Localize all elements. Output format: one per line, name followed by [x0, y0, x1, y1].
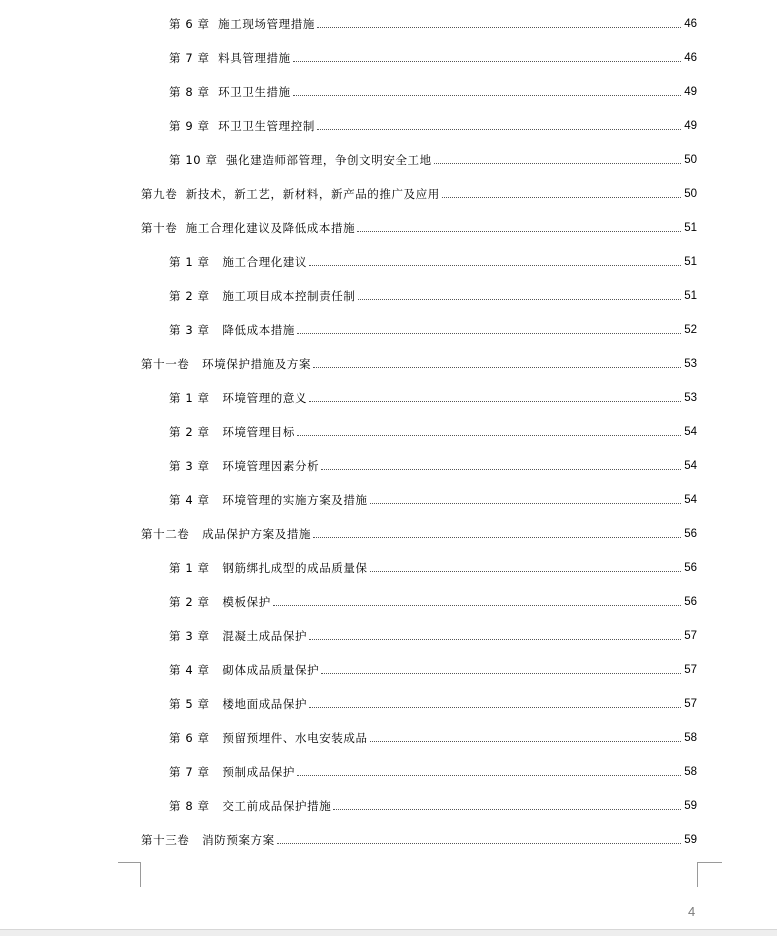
toc-entry[interactable]	[169, 627, 697, 643]
toc-entry[interactable]	[169, 117, 697, 133]
toc-dot-leader	[358, 298, 682, 300]
toc-dot-leader	[321, 468, 681, 470]
toc-entry-page: 50	[684, 188, 697, 200]
toc-entry-title: 第 1 章 钢筋绑扎成型的成品质量保	[169, 561, 368, 575]
toc-dot-leader	[293, 60, 681, 62]
toc-entry-page: 54	[684, 460, 697, 472]
toc-entry[interactable]	[169, 49, 697, 65]
toc-dot-leader	[309, 264, 681, 266]
toc-entry-page: 54	[684, 494, 697, 506]
toc-dot-leader	[370, 740, 682, 742]
toc-entry-page: 58	[684, 732, 697, 744]
toc-entry-title: 第 1 章 施工合理化建议	[169, 255, 308, 269]
toc-entry-page: 57	[684, 664, 697, 676]
toc-entry-page: 53	[684, 392, 697, 404]
toc-entry-page: 56	[684, 528, 697, 540]
toc-entry-title: 第 10 章 强化建造师部管理，争创文明安全工地	[169, 153, 432, 167]
margin-corner-mark-right	[697, 862, 722, 887]
toc-entry[interactable]	[169, 763, 697, 779]
toc-entry-title: 第 3 章 降低成本措施	[169, 323, 295, 337]
toc-entry[interactable]	[169, 559, 697, 575]
toc-entry-page: 57	[684, 630, 697, 642]
toc-dot-leader	[333, 808, 681, 810]
toc-entry-page: 54	[684, 426, 697, 438]
toc-entry[interactable]	[169, 151, 697, 167]
toc-entry-page: 59	[684, 800, 697, 812]
toc-dot-leader	[297, 774, 681, 776]
toc-dot-leader	[442, 196, 681, 198]
toc-dot-leader	[370, 570, 682, 572]
toc-dot-leader	[317, 128, 681, 130]
toc-entry[interactable]	[169, 389, 697, 405]
toc-entry-title: 第 3 章 环境管理因素分析	[169, 459, 320, 473]
toc-entry-page: 56	[684, 596, 697, 608]
toc-dot-leader	[309, 706, 681, 708]
toc-entry-page: 57	[684, 698, 697, 710]
toc-entry-title: 第 8 章 交工前成品保护措施	[169, 799, 332, 813]
toc-entry[interactable]	[169, 695, 697, 711]
toc-dot-leader	[297, 434, 681, 436]
toc-entry-page: 51	[684, 256, 697, 268]
toc-entry-page: 46	[684, 18, 697, 30]
toc-dot-leader	[370, 502, 682, 504]
toc-entry-title: 第 2 章 施工项目成本控制责任制	[169, 289, 356, 303]
toc-entry-title: 第 3 章 混凝土成品保护	[169, 629, 308, 643]
toc-entry-title: 第 6 章 施工现场管理措施	[169, 17, 315, 31]
toc-entry[interactable]	[141, 525, 697, 541]
toc-entry[interactable]	[141, 219, 697, 235]
toc-entry-title: 第十二卷 成品保护方案及措施	[141, 527, 312, 541]
toc-entry[interactable]	[169, 593, 697, 609]
toc-entry-page: 49	[684, 86, 697, 98]
margin-corner-mark-left	[118, 862, 141, 887]
toc-entry-page: 46	[684, 52, 697, 64]
toc-dot-leader	[277, 842, 681, 844]
toc-entry[interactable]	[141, 355, 697, 371]
toc-entry-title: 第 7 章 预制成品保护	[169, 765, 295, 779]
toc-entry-page: 50	[684, 154, 697, 166]
toc-entry[interactable]	[169, 83, 697, 99]
toc-entry[interactable]	[169, 15, 697, 31]
toc-entry[interactable]	[169, 491, 697, 507]
toc-entry[interactable]	[141, 831, 697, 847]
toc-entry-page: 59	[684, 834, 697, 846]
toc-entry[interactable]	[169, 253, 697, 269]
toc-entry[interactable]	[169, 797, 697, 813]
toc-entry-title: 第十卷 施工合理化建议及降低成本措施	[141, 221, 356, 235]
toc-entry-title: 第 2 章 模板保护	[169, 595, 271, 609]
toc-dot-leader	[273, 604, 681, 606]
toc-entry-title: 第九卷 新技术，新工艺，新材料，新产品的推广及应用	[141, 187, 440, 201]
toc-entry-title: 第 4 章 环境管理的实施方案及措施	[169, 493, 368, 507]
toc-entry-page: 58	[684, 766, 697, 778]
toc-entry[interactable]	[169, 321, 697, 337]
toc-entry-title: 第 2 章 环境管理目标	[169, 425, 295, 439]
toc-entry-title: 第 8 章 环卫卫生措施	[169, 85, 291, 99]
toc-entry-title: 第 5 章 楼地面成品保护	[169, 697, 308, 711]
toc-entry[interactable]	[169, 729, 697, 745]
toc-entry[interactable]	[141, 185, 697, 201]
toc-dot-leader	[434, 162, 681, 164]
toc-entry-title: 第 9 章 环卫卫生管理控制	[169, 119, 315, 133]
toc-dot-leader	[313, 536, 681, 538]
toc-entry-page: 52	[684, 324, 697, 336]
toc-dot-leader	[321, 672, 681, 674]
toc-entry-title: 第十一卷 环境保护措施及方案	[141, 357, 312, 371]
toc-entry-title: 第 6 章 预留预埋件、水电安装成品	[169, 731, 368, 745]
toc-dot-leader	[297, 332, 681, 334]
toc-entry[interactable]	[169, 457, 697, 473]
toc-entry-page: 49	[684, 120, 697, 132]
toc-entry-title: 第 7 章 料具管理措施	[169, 51, 291, 65]
toc-entry[interactable]	[169, 423, 697, 439]
toc-entry[interactable]	[169, 287, 697, 303]
toc-entry-page: 51	[684, 222, 697, 234]
toc-entry-title: 第 4 章 砌体成品质量保护	[169, 663, 320, 677]
page-number: 4	[688, 904, 696, 919]
toc-entry-page: 51	[684, 290, 697, 302]
toc-dot-leader	[293, 94, 681, 96]
toc-entry[interactable]	[169, 661, 697, 677]
toc-dot-leader	[357, 230, 681, 232]
toc-dot-leader	[317, 26, 681, 28]
toc-dot-leader	[313, 366, 681, 368]
toc-entry-page: 53	[684, 358, 697, 370]
toc-entry-title: 第十三卷 消防预案方案	[141, 833, 275, 847]
toc-dot-leader	[309, 638, 681, 640]
toc-dot-leader	[309, 400, 681, 402]
toc-entry-page: 56	[684, 562, 697, 574]
toc-entry-title: 第 1 章 环境管理的意义	[169, 391, 308, 405]
